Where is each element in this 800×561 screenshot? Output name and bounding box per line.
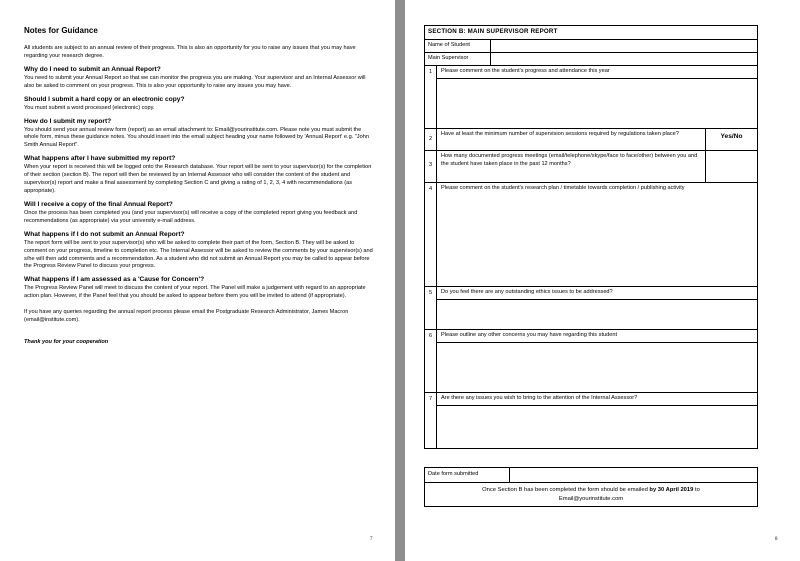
page-number: 7 <box>370 537 373 542</box>
section-heading: Will I receive a copy of the final Annual Report? <box>24 200 173 208</box>
question-row <box>425 182 757 286</box>
yes-no-answer[interactable]: Yes/No <box>705 129 757 150</box>
supervisor-label: Main Supervisor <box>425 53 491 65</box>
page-left <box>0 0 395 561</box>
closing-text: If you have any queries regarding the annual report process please email the Postgraduate Research Administrator, James Macron (email@institute.com). <box>24 309 349 324</box>
section-heading: Should I submit a hard copy or an electronic copy? <box>24 95 185 103</box>
page-number: 8 <box>775 537 778 542</box>
question-number: 2 <box>425 129 437 150</box>
question-row <box>425 65 757 128</box>
student-name-row <box>425 39 757 52</box>
question-text: Do you feel there are any outstanding ethics issues to be addressed? <box>437 287 757 300</box>
submit-note-post: to <box>693 487 700 493</box>
section-title: SECTION B: MAIN SUPERVISOR REPORT <box>428 28 558 35</box>
supervisor-field[interactable] <box>491 53 757 65</box>
section-heading: What happens if I am assessed as a 'Cause for Concern'? <box>24 276 205 284</box>
student-name-label: Name of Student <box>425 40 491 52</box>
answer-field[interactable] <box>437 299 757 329</box>
section-heading: What happens after I have submitted my report? <box>24 155 176 163</box>
question-number: 3 <box>425 151 437 182</box>
question-row <box>425 150 757 182</box>
supervisor-row <box>425 52 757 65</box>
answer-field[interactable] <box>437 405 757 448</box>
guidance-notes <box>24 26 374 352</box>
supervisor-report-table <box>424 25 758 449</box>
section-body: You need to submit your Annual Report so that we can monitor the progress you are making. Your supervisor and an Internal Assessor will also be asked to comment on your progress. This is also your opportunity to raise any issues you may have. <box>24 74 366 89</box>
question-row <box>425 329 757 392</box>
section-body: The report form will be sent to your supervisor(s) who will be asked to complete their part of the form, Section B. They will be asked to comment on your progress, timeline to completion etc. The Internal Assessor will be asked to review the comments by your supervisor(s) and s/he will then add comments and a recommendation. As a student who did not submit an Annual Report you may be called to appear before the Progress Review Panel to discuss your progress. <box>24 239 373 270</box>
deadline: by 30 April 2019 <box>649 487 694 493</box>
question-number: 6 <box>425 330 437 392</box>
submission-table <box>424 467 758 507</box>
submit-note-pre: Once Section B has been completed the form should be emailed <box>482 487 650 493</box>
answer-field[interactable] <box>437 203 757 286</box>
section-body: When your report is received this will be logged onto the Research database. Your report will be sent to your supervisor(s) for the completion of their section (section B). The report will then be reviewed by an Internal Assessor who will consider the content of the student and supervisor(s) report and make a final assessment by completing Section C and giving a rating of 1, 2, 3, 4 with recommendations (as appropriate). <box>24 164 372 194</box>
section-body: The Progress Review Panel will meet to discuss the content of your report. The Panel will make a judgement with regard to an appropriate action plan. However, if the Panel feel that you should be asked to appear before them you will be invited to attend (if appropriate). <box>24 285 366 300</box>
submit-email[interactable]: Email@yourinstitute.com <box>558 495 624 502</box>
section-heading: What happens if I do not submit an Annual Report? <box>24 230 185 238</box>
date-label: Date form submitted <box>425 468 510 482</box>
intro-text: All students are subject to an annual review of their progress. This is also an opportunity for you to raise any issues that you may have regarding your research degree. <box>24 45 356 59</box>
question-text: Please comment on the student's progress and attendance this year <box>437 66 757 79</box>
section-body: You should send your annual review form (report) as an email attachment to: Email@yourinstitute.com. Please note you must submit the whole form, minus these guidance notes. You should insert into the email subject heading your name followed by 'Annual Report' e.g. "John Smith Annual Report". <box>24 126 369 149</box>
question-text: Please outline any other concerns you may have regarding this student <box>437 330 757 343</box>
section-body: Once the process has been completed you (and your supervisor(s) will receive a copy of the completed report giving you feedback and recommendations (as appropriate) via your university e-mail address. <box>24 209 358 224</box>
question-text: Have at least the minimum number of supervision sessions required by regulations taken place? <box>441 131 679 137</box>
page-title: Notes for Guidance <box>24 26 98 35</box>
question-text: Are there any issues you wish to bring to the attention of the Internal Assessor? <box>437 393 757 406</box>
question-number: 4 <box>425 183 437 286</box>
question-number: 5 <box>425 287 437 329</box>
question-text: Please comment on the student's research plan / timetable towards completion / publishing activity <box>441 185 685 191</box>
section-heading: How do I submit my report? <box>24 117 112 125</box>
student-name-field[interactable] <box>491 40 757 52</box>
question-row <box>425 286 757 329</box>
submit-note <box>425 483 757 506</box>
question-text: How many documented progress meetings (email/telephone/skype/face to face/other) between you and the student have taken place in the past 12 months? <box>441 153 698 167</box>
date-row <box>425 468 757 483</box>
date-field[interactable] <box>510 468 757 482</box>
page-right <box>405 0 800 561</box>
question-number: 7 <box>425 393 437 448</box>
question-number: 1 <box>425 66 437 128</box>
answer-field[interactable] <box>437 342 757 392</box>
question-row <box>425 128 757 150</box>
answer-field[interactable] <box>437 78 757 128</box>
question-row <box>425 392 757 448</box>
section-body: You must submit a word processed (electronic) copy. <box>24 104 155 111</box>
thanks-text: Thank you for your cooperation <box>24 338 109 345</box>
answer-field[interactable] <box>705 151 757 182</box>
section-heading: Why do I need to submit an Annual Report? <box>24 65 161 73</box>
